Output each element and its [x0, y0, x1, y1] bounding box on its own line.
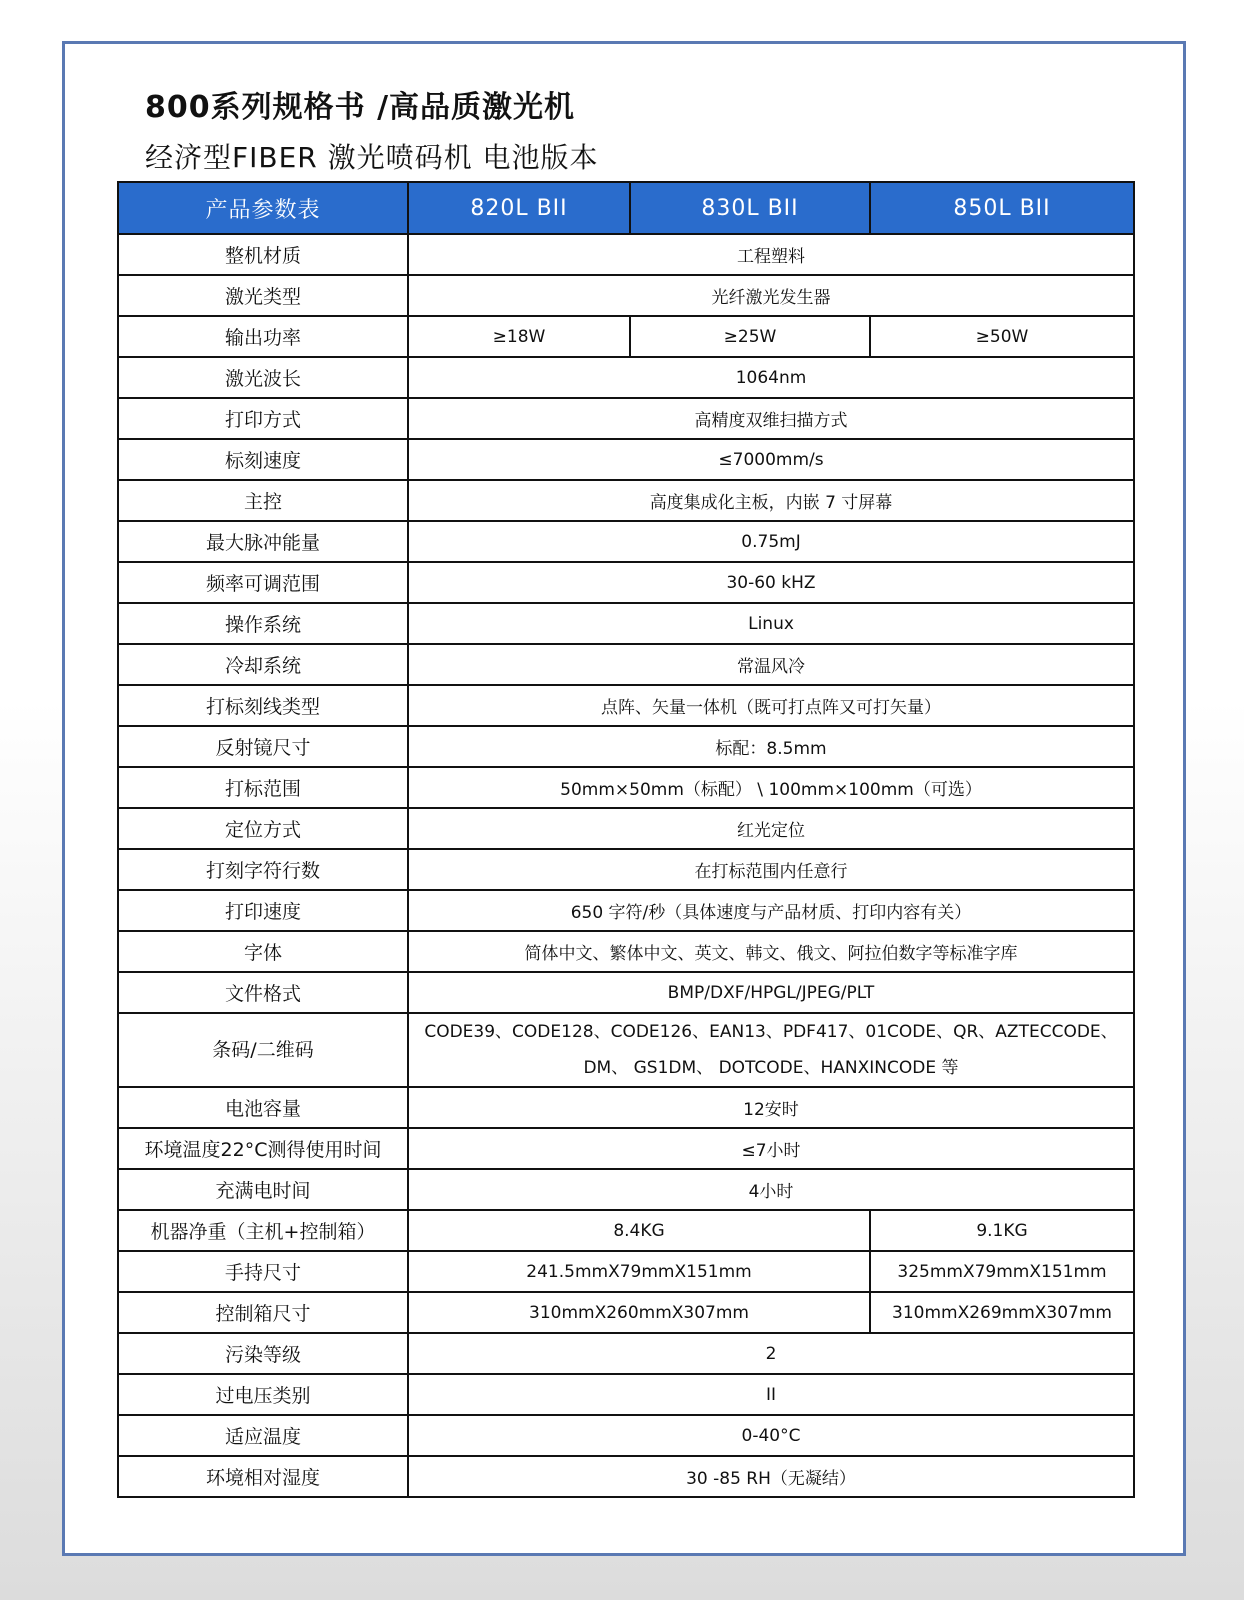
table-row	[118, 685, 1134, 726]
row-value: 0-40°C	[408, 1415, 1134, 1456]
row-value: ≥25W	[630, 316, 870, 357]
row-label: 主控	[118, 480, 408, 521]
row-label: 字体	[118, 931, 408, 972]
row-label: 整机材质	[118, 234, 408, 275]
row-label: 电池容量	[118, 1087, 408, 1128]
table-row	[118, 398, 1134, 439]
row-value: 8.4KG	[408, 1210, 870, 1251]
row-label: 环境相对湿度	[118, 1456, 408, 1497]
table-row	[118, 1415, 1134, 1456]
row-value: 241.5mmX79mmX151mm	[408, 1251, 870, 1292]
table-row	[118, 972, 1134, 1013]
row-label: 激光类型	[118, 275, 408, 316]
page-title: 800系列规格书 /高品质激光机	[145, 90, 576, 125]
table-row	[118, 849, 1134, 890]
table-row	[118, 1456, 1134, 1497]
row-label: 激光波长	[118, 357, 408, 398]
table-row	[118, 1374, 1134, 1415]
column-header: 820L BII	[408, 182, 630, 234]
table-row	[118, 603, 1134, 644]
row-label: 标刻速度	[118, 439, 408, 480]
row-value: 650 字符/秒（具体速度与产品材质、打印内容有关）	[408, 890, 1134, 931]
table-row	[118, 726, 1134, 767]
row-label: 输出功率	[118, 316, 408, 357]
row-label: 频率可调范围	[118, 562, 408, 603]
table-row	[118, 562, 1134, 603]
table-row	[118, 316, 1134, 357]
table-row	[118, 275, 1134, 316]
table-row	[118, 931, 1134, 972]
table-row	[118, 644, 1134, 685]
row-label: 定位方式	[118, 808, 408, 849]
row-value: 常温风冷	[408, 644, 1134, 685]
row-label: 机器净重（主机+控制箱）	[118, 1210, 408, 1251]
table-row	[118, 234, 1134, 275]
row-value: 310mmX260mmX307mm	[408, 1292, 870, 1333]
row-label: 条码/二维码	[118, 1013, 408, 1087]
row-value: 9.1KG	[870, 1210, 1134, 1251]
row-label: 最大脉冲能量	[118, 521, 408, 562]
row-label: 手持尺寸	[118, 1251, 408, 1292]
row-value: ≥50W	[870, 316, 1134, 357]
table-row	[118, 808, 1134, 849]
row-label: 充满电时间	[118, 1169, 408, 1210]
table-row	[118, 1013, 1134, 1087]
spec-sheet-page	[62, 41, 1186, 1556]
row-value: 工程塑料	[408, 234, 1134, 275]
row-label: 污染等级	[118, 1333, 408, 1374]
table-row	[118, 521, 1134, 562]
row-value: 高精度双维扫描方式	[408, 398, 1134, 439]
table-row	[118, 439, 1134, 480]
table-row	[118, 767, 1134, 808]
row-value: 2	[408, 1333, 1134, 1374]
column-header: 850L BII	[870, 182, 1134, 234]
row-value: ≥18W	[408, 316, 630, 357]
row-value: 50mm×50mm（标配） \ 100mm×100mm（可选）	[408, 767, 1134, 808]
row-label: 操作系统	[118, 603, 408, 644]
row-value: 30 -85 RH（无凝结）	[408, 1456, 1134, 1497]
row-value: II	[408, 1374, 1134, 1415]
row-label: 打标范围	[118, 767, 408, 808]
table-row	[118, 1251, 1134, 1292]
row-label: 过电压类别	[118, 1374, 408, 1415]
row-label: 环境温度22°C测得使用时间	[118, 1128, 408, 1169]
row-value: ≤7小时	[408, 1128, 1134, 1169]
table-row	[118, 1210, 1134, 1251]
row-value: 简体中文、繁体中文、英文、韩文、俄文、阿拉伯数字等标准字库	[408, 931, 1134, 972]
table-row	[118, 1169, 1134, 1210]
row-label: 控制箱尺寸	[118, 1292, 408, 1333]
row-value: BMP/DXF/HPGL/JPEG/PLT	[408, 972, 1134, 1013]
row-value: 光纤激光发生器	[408, 275, 1134, 316]
row-value: 点阵、矢量一体机（既可打点阵又可打矢量）	[408, 685, 1134, 726]
row-value: 12安时	[408, 1087, 1134, 1128]
table-row	[118, 1333, 1134, 1374]
table-row	[118, 890, 1134, 931]
row-value: 0.75mJ	[408, 521, 1134, 562]
table-row	[118, 357, 1134, 398]
column-header: 830L BII	[630, 182, 870, 234]
row-label: 打印方式	[118, 398, 408, 439]
row-label: 文件格式	[118, 972, 408, 1013]
row-value: 325mmX79mmX151mm	[870, 1251, 1134, 1292]
row-value: 高度集成化主板，内嵌 7 寸屏幕	[408, 480, 1134, 521]
row-value: 在打标范围内任意行	[408, 849, 1134, 890]
table-header-row	[118, 182, 1134, 234]
row-label: 打印速度	[118, 890, 408, 931]
row-value: 标配：8.5mm	[408, 726, 1134, 767]
row-label: 打标刻线类型	[118, 685, 408, 726]
row-value-line: CODE39、CODE128、CODE126、EAN13、PDF417、01CODE、QR、AZTECCODE、	[424, 1022, 1118, 1042]
row-value	[408, 1013, 1134, 1087]
row-value: ≤7000mm/s	[408, 439, 1134, 480]
row-value: 红光定位	[408, 808, 1134, 849]
column-header: 产品参数表	[118, 182, 408, 234]
row-value: Linux	[408, 603, 1134, 644]
row-value: 1064nm	[408, 357, 1134, 398]
table-row	[118, 480, 1134, 521]
table-row	[118, 1087, 1134, 1128]
row-label: 打刻字符行数	[118, 849, 408, 890]
page-subtitle: 经济型FIBER 激光喷码机 电池版本	[145, 141, 599, 174]
row-label: 冷却系统	[118, 644, 408, 685]
table-row	[118, 1128, 1134, 1169]
spec-table	[117, 181, 1135, 1498]
row-label: 适应温度	[118, 1415, 408, 1456]
row-value: 30-60 kHZ	[408, 562, 1134, 603]
row-value: 310mmX269mmX307mm	[870, 1292, 1134, 1333]
row-value-line: DM、 GS1DM、 DOTCODE、HANXINCODE 等	[583, 1058, 959, 1078]
row-value: 4小时	[408, 1169, 1134, 1210]
row-label: 反射镜尺寸	[118, 726, 408, 767]
table-row	[118, 1292, 1134, 1333]
